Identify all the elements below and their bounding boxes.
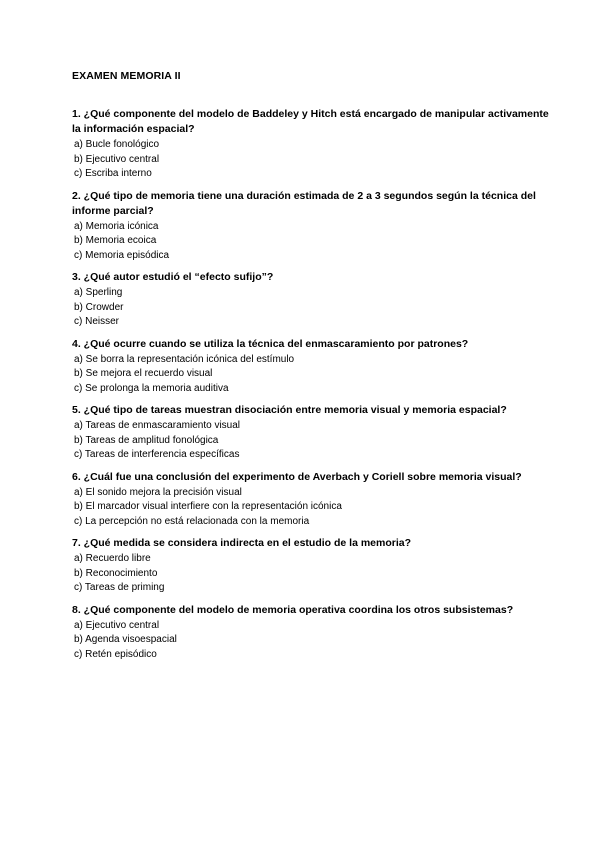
option-a: a) Memoria icónica bbox=[74, 220, 159, 232]
question-7 bbox=[72, 536, 560, 596]
question-8 bbox=[72, 603, 560, 663]
option-c: c) La percepción no está relacionada con la memoria bbox=[74, 515, 310, 527]
option-b: b) Se mejora el recuerdo visual bbox=[74, 368, 213, 379]
options-list bbox=[72, 353, 560, 397]
option-a: a) Tareas de enmascaramiento visual bbox=[74, 420, 241, 431]
option-c: c) Se prolonga la memoria auditiva bbox=[74, 382, 229, 394]
question-2 bbox=[72, 189, 560, 264]
option-b: b) Agenda visoespacial bbox=[74, 634, 177, 645]
options-list bbox=[72, 619, 560, 663]
options-list bbox=[72, 552, 560, 596]
option-c: c) Memoria episódica bbox=[74, 249, 170, 261]
option-b: b) El marcador visual interfiere con la representación icónica bbox=[74, 501, 342, 512]
option-a: a) El sonido mejora la precisión visual bbox=[74, 486, 242, 498]
options-list bbox=[72, 138, 560, 182]
option-a: a) Se borra la representación icónica del estímulo bbox=[74, 353, 295, 365]
options-list bbox=[72, 220, 560, 264]
question-text: 4. ¿Qué ocurre cuando se utiliza la técnica del enmascaramiento por patrones? bbox=[72, 337, 469, 350]
question-5 bbox=[72, 403, 560, 463]
option-c: c) Neisser bbox=[74, 316, 120, 327]
option-c: c) Retén episódico bbox=[74, 648, 157, 660]
question-text: 2. ¿Qué tipo de memoria tiene una duración estimada de 2 a 3 segundos según la técnica del informe parcial? bbox=[72, 189, 536, 217]
option-b: b) Tareas de amplitud fonológica bbox=[74, 434, 219, 446]
option-c: c) Tareas de priming bbox=[74, 582, 165, 593]
options-list bbox=[72, 486, 560, 530]
question-text: 6. ¿Cuál fue una conclusión del experimento de Averbach y Coriell sobre memoria visual? bbox=[72, 470, 522, 483]
option-a: a) Sperling bbox=[74, 287, 123, 298]
question-text: 3. ¿Qué autor estudió el “efecto sufijo”? bbox=[72, 271, 274, 283]
question-text: 1. ¿Qué componente del modelo de Baddeley y Hitch está encargado de manipular activamente la información espacial? bbox=[72, 108, 549, 135]
options-list bbox=[72, 286, 560, 330]
option-a: a) Recuerdo libre bbox=[74, 553, 151, 564]
option-c: c) Escriba interno bbox=[74, 168, 152, 179]
question-text: 8. ¿Qué componente del modelo de memoria operativa coordina los otros subsistemas? bbox=[72, 603, 514, 616]
option-a: a) Bucle fonológico bbox=[74, 139, 160, 150]
option-b: b) Ejecutivo central bbox=[74, 153, 160, 165]
question-text: 7. ¿Qué medida se considera indirecta en el estudio de la memoria? bbox=[72, 537, 412, 549]
option-b: b) Memoria ecoica bbox=[74, 235, 157, 246]
question-1 bbox=[72, 107, 560, 182]
document-title: EXAMEN MEMORIA II bbox=[72, 70, 181, 82]
question-6 bbox=[72, 470, 560, 530]
option-b: b) Reconocimiento bbox=[74, 567, 158, 579]
question-4 bbox=[72, 337, 560, 397]
question-text: 5. ¿Qué tipo de tareas muestran disociación entre memoria visual y memoria espacial? bbox=[72, 404, 507, 416]
question-3 bbox=[72, 270, 560, 330]
option-b: b) Crowder bbox=[74, 301, 124, 313]
options-list bbox=[72, 419, 560, 463]
option-c: c) Tareas de interferencia específicas bbox=[74, 449, 240, 460]
option-a: a) Ejecutivo central bbox=[74, 619, 160, 631]
